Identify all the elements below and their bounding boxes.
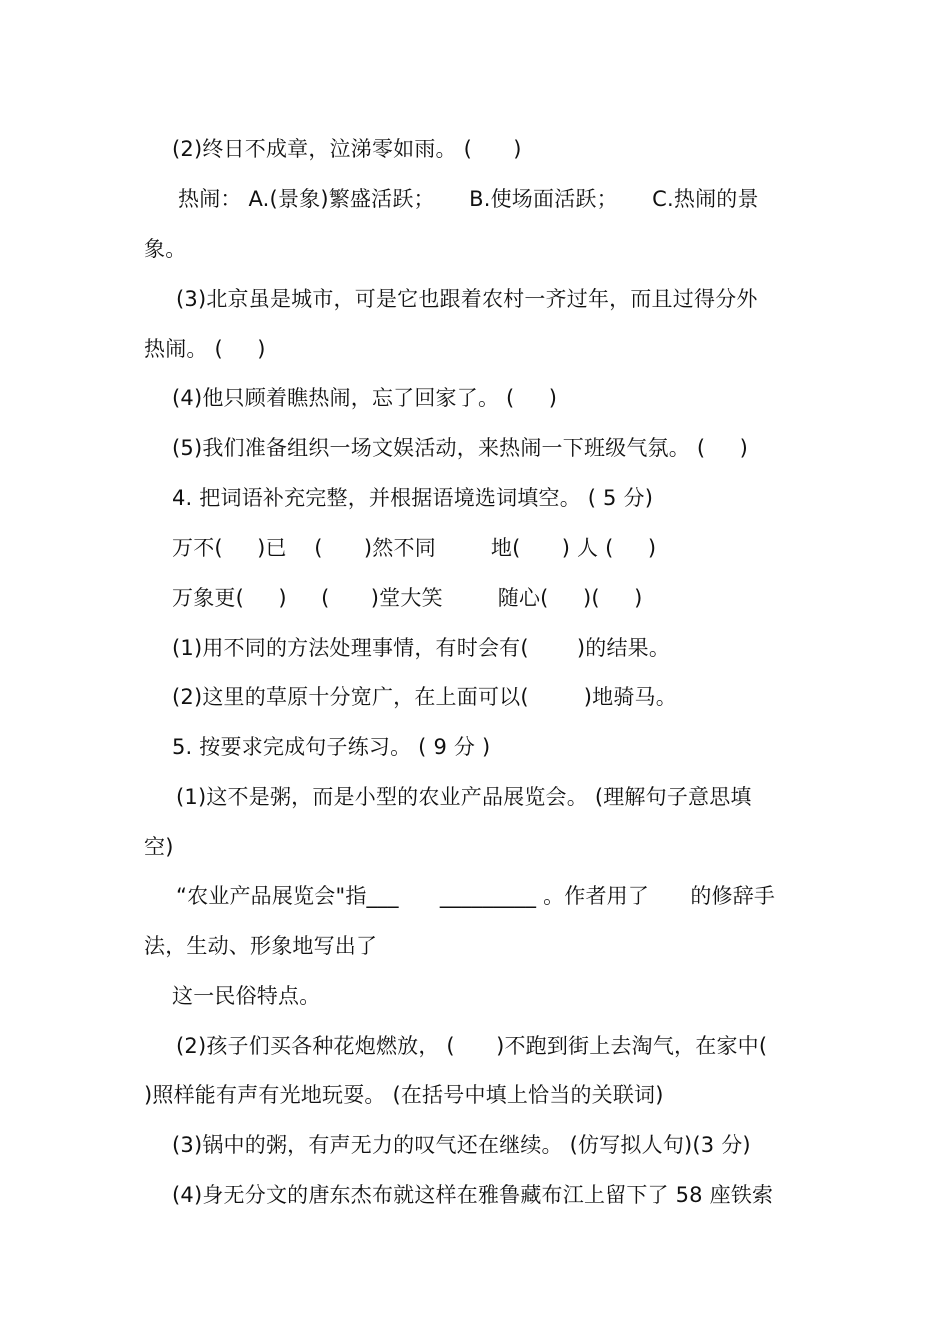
section-heading-4: 4. 把词语补充完整，并根据语境选词填空。 ( 5 分)	[172, 486, 654, 510]
fill-sentence-1: (1)用不同的方法处理事情，有时会有( )的结果。	[172, 636, 671, 660]
sentence-task-1: (1)这不是粥，而是小型的农业产品展览会。 (理解句子意思填	[176, 785, 752, 809]
sentence-task-2: (2)孩子们买各种花炮燃放， ( )不跑到街上去淘气，在家中(	[176, 1034, 768, 1058]
sentence-task-3: (3)锅中的粥，有声无力的叹气还在继续。 (仿写拟人句)(3 分)	[172, 1133, 751, 1157]
sentence-task-2-cont: )照样能有声有光地玩耍。 (在括号中填上恰当的关联词)	[144, 1083, 664, 1107]
question-line-3-cont: 热闹。 ( )	[144, 337, 266, 361]
question-line-5: (5)我们准备组织一场文娱活动，来热闹一下班级气氛。 ( )	[172, 436, 748, 460]
sentence-task-1-cont: 空)	[144, 835, 174, 859]
question-line-2: (2)终日不成章，泣涕零如雨。 ( )	[172, 137, 522, 161]
definition-line: 热闹： A.(景象)繁盛活跃； B.使场面活跃； C.热闹的景	[178, 187, 759, 211]
fill-sentence-2: (2)这里的草原十分宽广，在上面可以( )地骑马。	[172, 685, 677, 709]
sentence-task-1-fill-cont: 法，生动、形象地写出了	[144, 934, 378, 958]
word-fill-row-2: 万象更( ) ( )堂大笑 随心( )( )	[172, 586, 643, 610]
question-line-4: (4)他只顾着瞧热闹，忘了回家了。 ( )	[172, 386, 558, 410]
section-heading-5: 5. 按要求完成句子练习。 ( 9 分 )	[172, 735, 491, 759]
word-fill-row-1: 万不( )已 ( )然不同 地( ) 人 ( )	[172, 536, 657, 560]
definition-line-cont: 象。	[144, 237, 187, 261]
sentence-task-1-fill: “农业产品展览会"指___ _________ 。作者用了 的修辞手	[176, 884, 776, 908]
sentence-task-1-fill-end: 这一民俗特点。	[172, 984, 321, 1008]
sentence-task-4: (4)身无分文的唐东杰布就这样在雅鲁藏布江上留下了 58 座铁索	[172, 1183, 774, 1207]
question-line-3: (3)北京虽是城市，可是它也跟着农村一齐过年，而且过得分外	[176, 287, 758, 311]
